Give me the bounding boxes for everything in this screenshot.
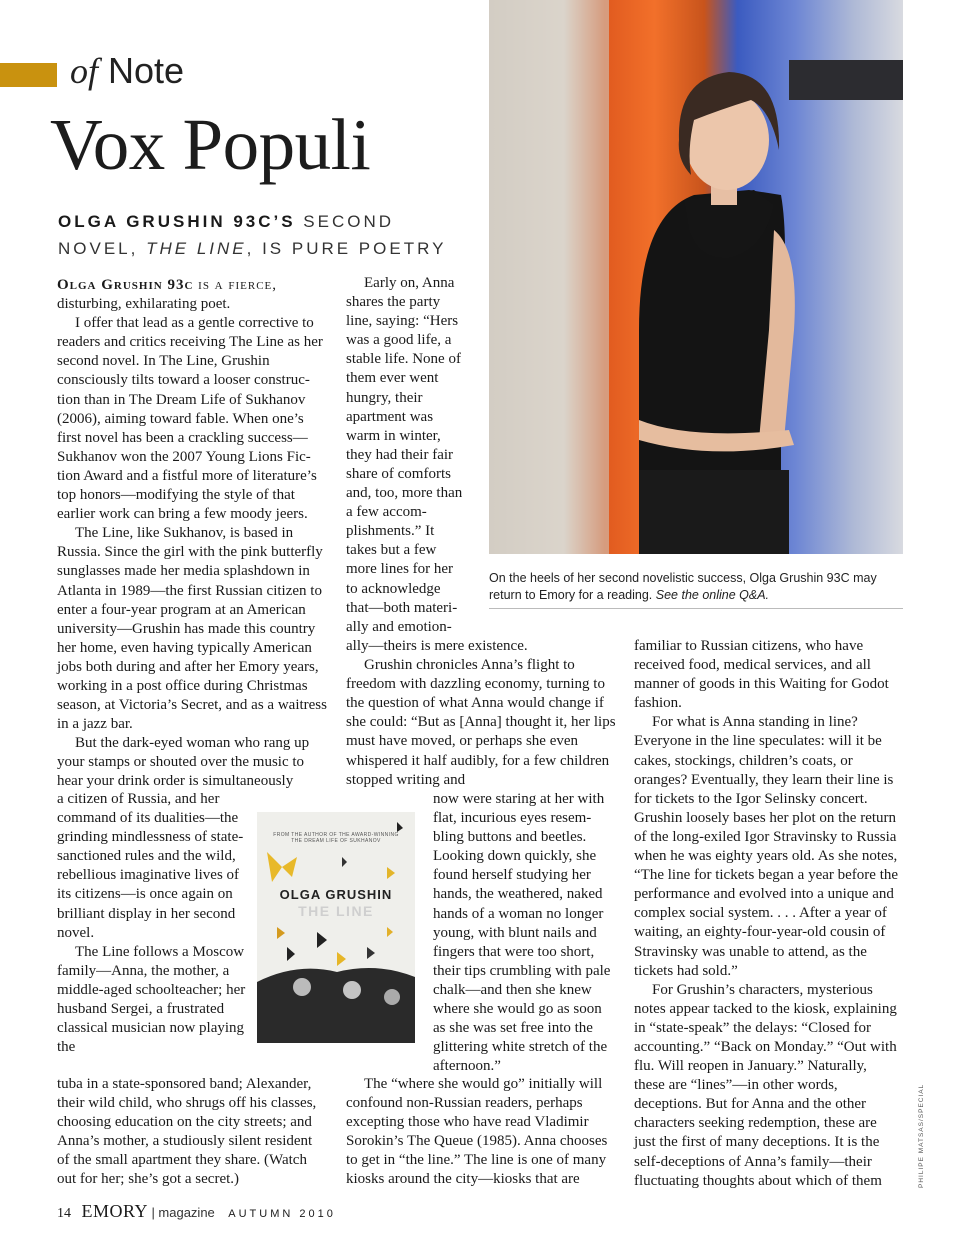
paragraph: Early on, Anna shares the party line, saying: “Hers was a good life, a stable life. None of them ever went hungry, their apartment was warm in winter, they had their fair share of comforts and, too, more than a few accomplishments.” It takes but a few more lines for her to acknowledge that—both materially and emotion- bbox=[346, 275, 463, 635]
article-column-1 bbox=[57, 276, 327, 792]
photo-credit: PHILIPE MATSAS/SPECIAL bbox=[918, 1083, 925, 1188]
author-photo bbox=[489, 0, 903, 554]
footer-separator: | bbox=[151, 1205, 155, 1220]
paragraph: tuba in a state-sponsored band; Alexander, their wild child, who shrugs off his classes, choosing education on the city streets; and Anna’s mother, a studiously silent resident of the small apartment they share. (Watch out for her; she’s got a secret.) bbox=[57, 1076, 317, 1188]
paragraph: familiar to Russian citizens, who have received food, medical services, and all manner of goods in this Waiting for Godot fashion. bbox=[634, 638, 889, 712]
author-photo-illustration bbox=[489, 0, 903, 554]
paragraph: a citizen of Russia, and her command of its dualities—the grinding mindlessness of state-sanctioned rules and the wild, rebellious imaginative lives of its citizens—is once again on brilliant display in her second novel. bbox=[57, 791, 244, 941]
page-footer bbox=[57, 1201, 336, 1222]
article-column-3 bbox=[346, 637, 616, 790]
paragraph: For what is Anna standing in line? Everyone in the line speculates: will it be cakes, stockings, children’s coats, or oranges? Eventually, they learn their line is for tickets to the Igor Selinsky concert. Grushin loosely bases her plot on the return of the long-exiled Igor Stravinsky to Russia when he was eighty years old. As she notes, “The line for tickets began a year before the performance and evolved into a unique and complex social system. . . . After a year of waiting, an eighty-four-year-old cousin of Stravinsky was unable to attend, as the tickets had sold.” bbox=[634, 714, 899, 979]
butterflies-illustration bbox=[257, 812, 415, 1043]
caption-rule bbox=[489, 608, 903, 609]
magazine-label: magazine bbox=[158, 1205, 215, 1220]
lead-name: Olga Grushin 93c bbox=[57, 277, 194, 293]
paragraph: now were staring at her with flat, incurious eyes resembling buttons and beetles. Looking down quickly, she found herself studying her hands, the weathered, naked hands of a woman no longer young, with blunt nails and fingers that were too short, their tips crumbling with pale chalk—and then she knew where she would go as soon as she was set free into the glittering white stretch of the afternoon.” bbox=[433, 791, 611, 1075]
paragraph: The Line follows a Moscow family—Anna, the mother, a middle-aged schoolteacher; her husband Sergei, a frustrated classical musician now playing the bbox=[57, 943, 246, 1056]
article-column-4 bbox=[634, 637, 900, 1191]
lead-rest: is a fierce, bbox=[193, 277, 278, 293]
paragraph: The Line, like Sukhanov, is based in Russia. Since the girl with the pink butterfly sunglasses made her media splashdown in Atlanta in 1989—the first Russian citizen to enter a four-year program at an American university—Grushin has made this country her home, even having typically American jobs both during and after her Emory years, working in a post office during Christmas season, at Victoria’s Secret, and as a waitress in a jazz bar. bbox=[57, 525, 327, 733]
article-column-2 bbox=[346, 274, 464, 637]
paragraph: For Grushin’s characters, mysterious notes appear tacked to the kiosk, explaining in “state-speak” the delays: “Closed for accounting.” “Back on Monday.” “Out with flu. Will reopen in January.” Naturally, these are “lines”—in other words, deceptions. But for Anna and the other characters seeking redemption, these are just the first of many deceptions. It is the self-deceptions of Anna’s family—their fluctuating thoughts about which of them bbox=[634, 981, 897, 1189]
book-cover-tagline: FROM THE AUTHOR OF THE AWARD-WINNING THE DREAM LIFE OF SUKHANOV bbox=[273, 832, 399, 844]
kicker-of: of bbox=[70, 51, 99, 91]
article-column-5 bbox=[57, 790, 247, 1057]
deck-strong: OLGA GRUSHIN 93C’S bbox=[58, 212, 296, 231]
lead-paragraph bbox=[57, 276, 327, 314]
paragraph: ally—theirs is mere existence. bbox=[346, 638, 528, 654]
photo-caption bbox=[489, 570, 903, 604]
book-cover bbox=[257, 812, 415, 1043]
caption-link: See the online Q&A. bbox=[655, 588, 770, 602]
article-column-6 bbox=[433, 790, 617, 1076]
paragraph: The “where she would go” initially will confound non-Russian readers, perhaps excepting those who have read Vladimir Sorokin’s The Queue (1985). Anna chooses to get in “the line.” The line is one of many kiosks around the city—kiosks that are bbox=[346, 1076, 608, 1188]
paragraph: Grushin chronicles Anna’s flight to freedom with dazzling economy, turning to the question of what Anna would change if she could: “But as [Anna] thought it, her lips must have moved, or perhaps she even whispered it half audibly, for a few children stopped writing and bbox=[346, 657, 616, 788]
deck-rest-2: , IS PURE POETRY bbox=[246, 239, 447, 258]
book-author: OLGA GRUSHIN bbox=[279, 887, 393, 902]
paragraph: I offer that lead as a gentle corrective to readers and critics receiving The Line as her second novel. In The Line, Grushin consciously tilts toward a looser construction than in The Dream Life of Sukhanov (2006), aiming toward fable. When one’s first novel has been a crackling success—Sukhanov won the 2007 Young Lions Fiction Award and a fistful more of literature’s top honors—modifying the style of that earlier work can bring a few moody jeers. bbox=[57, 315, 323, 523]
article-column-7 bbox=[57, 1075, 327, 1190]
paragraph: But the dark-eyed woman who rang up your stamps or shouted over the music to hear your drink order is simultaneously bbox=[57, 735, 310, 790]
kicker-note: Note bbox=[108, 50, 185, 91]
caption-main: On the heels of her second novelistic success, Olga Grushin 93C may return to Emory for a reading. bbox=[489, 571, 877, 602]
accent-bar bbox=[0, 63, 57, 87]
page-number: 14 bbox=[57, 1206, 71, 1221]
section-kicker bbox=[70, 50, 184, 92]
lead-tail: disturbing, exhilarating poet. bbox=[57, 296, 231, 313]
headline: Vox Populi bbox=[50, 104, 371, 185]
deck-title: THE LINE bbox=[146, 239, 247, 258]
deck-rest-1: SECOND NOVEL, bbox=[58, 212, 395, 258]
deck bbox=[58, 208, 478, 262]
book-title: THE LINE bbox=[298, 903, 374, 919]
publication-name: EMORY bbox=[81, 1201, 149, 1221]
issue-season: AUTUMN 2010 bbox=[228, 1208, 336, 1220]
article-column-8 bbox=[346, 1075, 616, 1190]
